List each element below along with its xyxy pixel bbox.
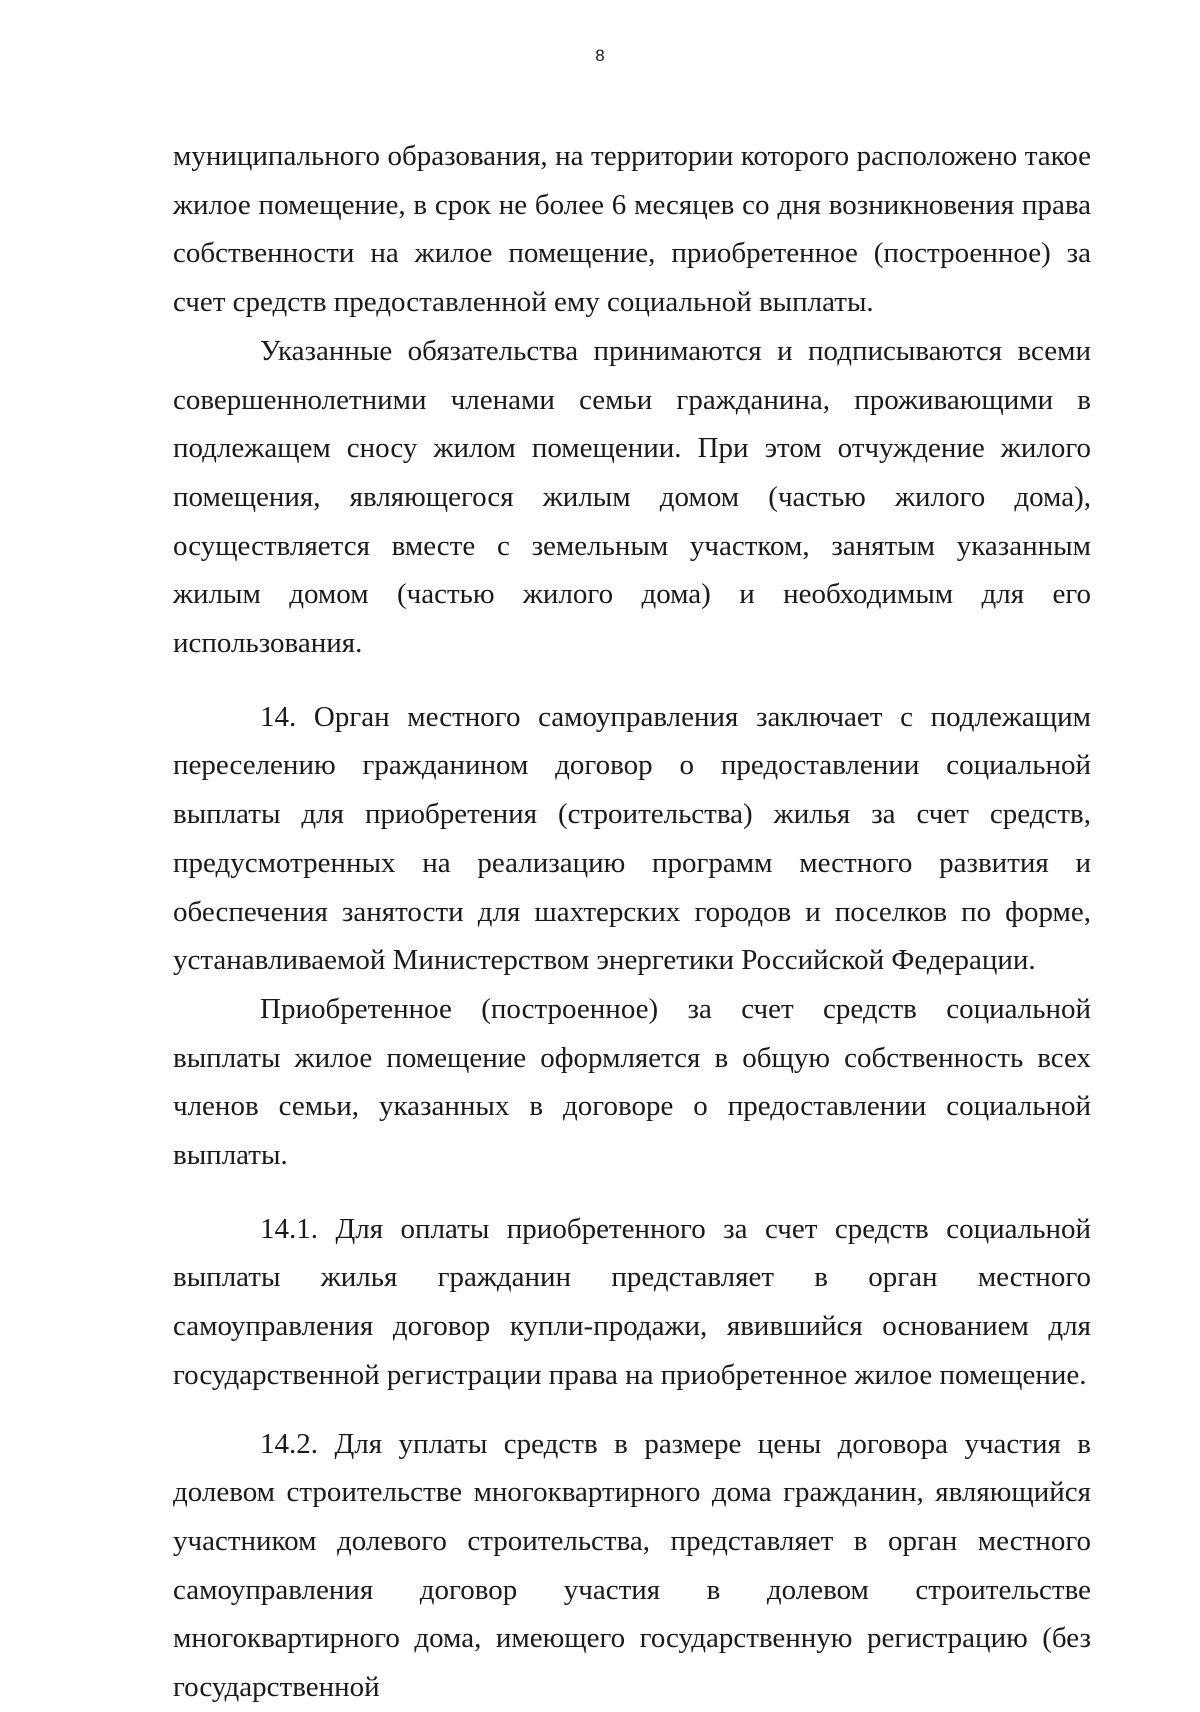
paragraph-section-14-2: 14.2. Для уплаты средств в размере цены договора участия в долевом строительстве многоквартирного дома гражданин, являющийся участником долевого строительства, представляет в орган местного самоуправления договор участия в долевом строительстве многоквартирного дома, имеющего государственную регистрацию (без государственной bbox=[173, 1427, 1091, 1704]
document-body bbox=[173, 132, 1091, 1712]
paragraph-section-14-1: 14.1. Для оплаты приобретенного за счет средств социальной выплаты жилья гражданин представляет в орган местного самоуправления договор купли-продажи, явившийся основанием для государственной регистрации права на приобретенное жилое помещение. bbox=[173, 1212, 1091, 1391]
paragraph-obligations: Указанные обязательства принимаются и подписываются всеми совершеннолетними членами семьи гражданина, проживающими в подлежащем сносу жилом помещении. При этом отчуждение жилого помещения, являющегося жилым домом (частью жилого дома), осуществляется вместе с земельным участком, занятым указанным жилым домом (частью жилого дома) и необходимым для его использования. bbox=[173, 334, 1091, 660]
page-number: 8 bbox=[595, 46, 605, 65]
paragraph-section-14: 14. Орган местного самоуправления заключает с подлежащим переселению гражданином договор о предоставлении социальной выплаты для приобретения (строительства) жилья за счет средств, предусмотренных на реализацию программ местного развития и обеспечения занятости для шахтерских городов и поселков по форме, устанавливаемой Министерством энергетики Российской Федерации. bbox=[173, 700, 1091, 977]
paragraph-ownership: Приобретенное (построенное) за счет средств социальной выплаты жилое помещение оформляется в общую собственность всех членов семьи, указанных в договоре о предоставлении социальной выплаты. bbox=[173, 992, 1091, 1172]
paragraph-continuation: муниципального образования, на территории которого расположено такое жилое помещение, в срок не более 6 месяцев со дня возникновения права собственности на жилое помещение, приобретенное (построенное) за счет средств предоставленной ему социальной выплаты. bbox=[173, 140, 1091, 319]
